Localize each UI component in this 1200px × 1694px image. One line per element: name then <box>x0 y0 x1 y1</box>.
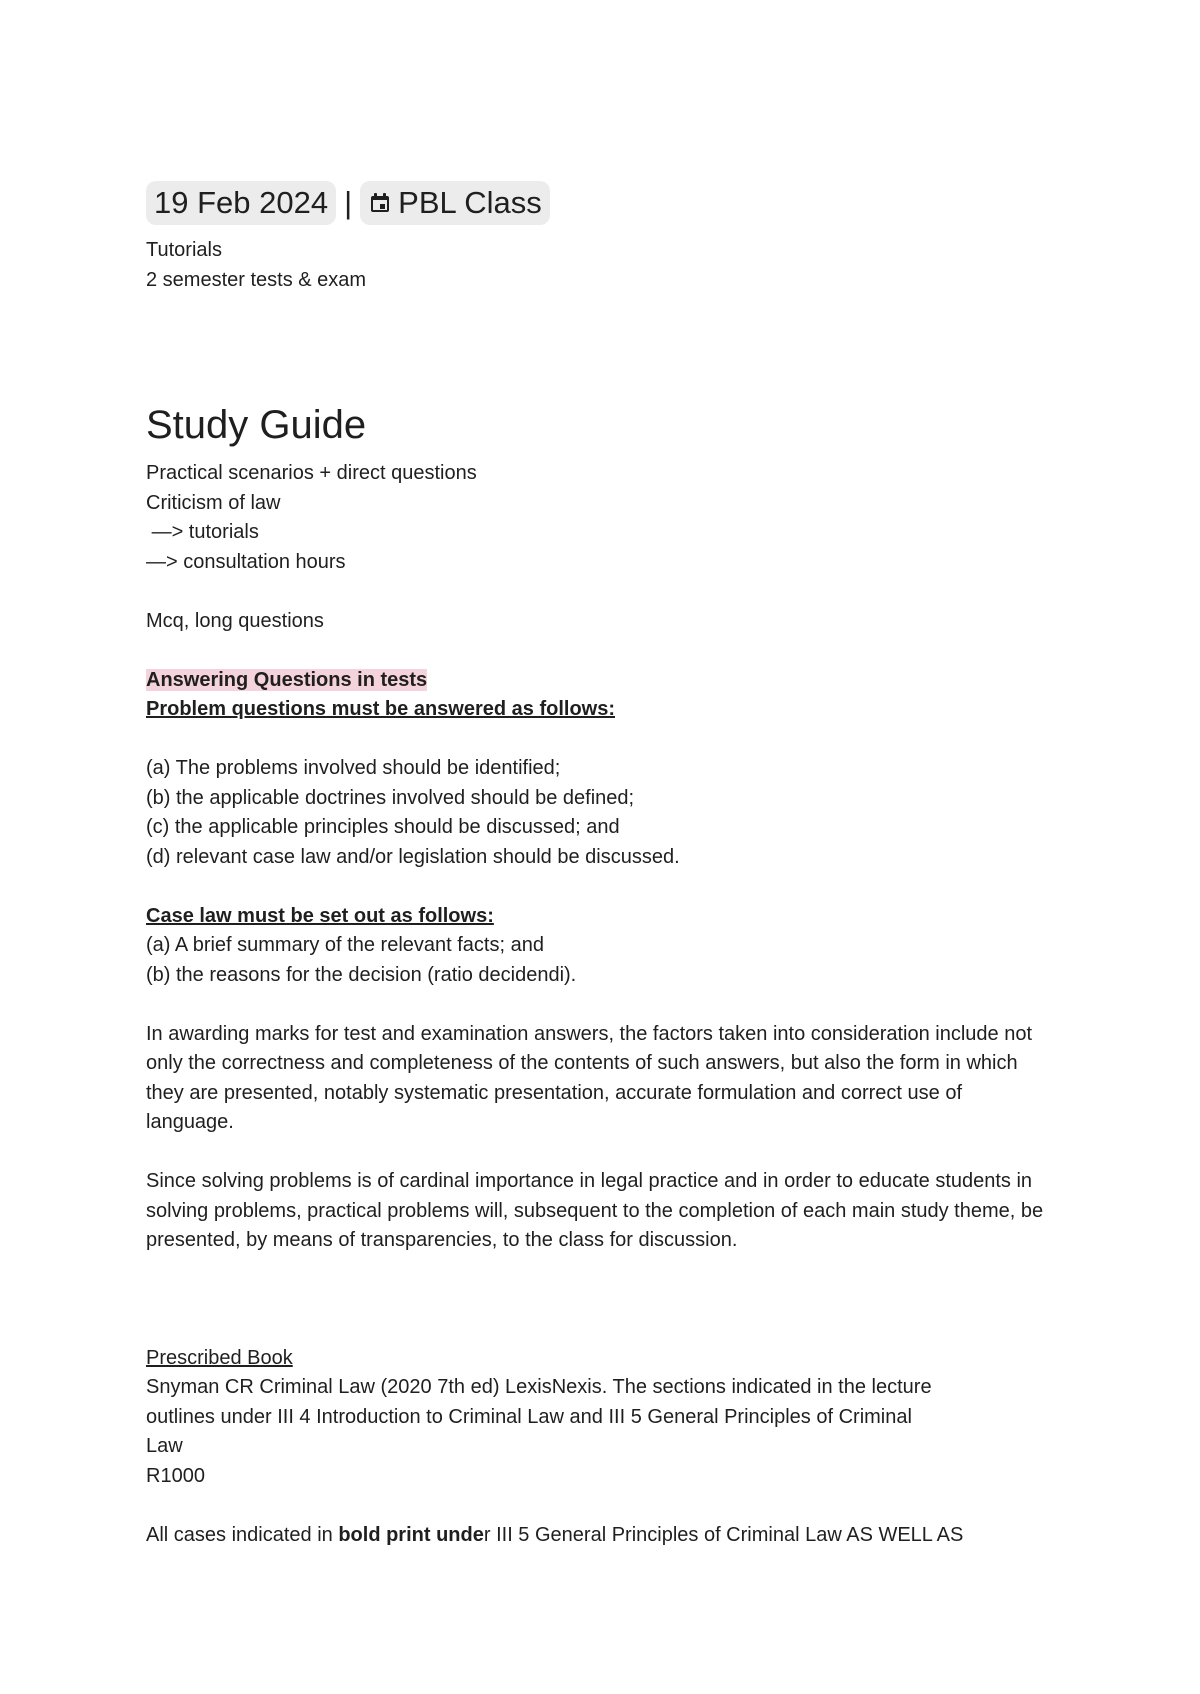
answering-item: (d) relevant case law and/or legislation should be discussed. <box>146 845 680 868</box>
case-law-item: (a) A brief summary of the relevant facts; and <box>146 934 544 956</box>
cases-text-pre: All cases indicated in <box>146 1523 339 1546</box>
answering-item: (a) The problems involved should be identified; <box>146 757 561 779</box>
study-guide-line: —> consultation hours <box>146 550 346 573</box>
study-guide-line: Mcq, long questions <box>146 609 324 632</box>
case-law-heading: Case law must be set out as follows: <box>146 904 494 927</box>
intro-line-tutorials: Tutorials <box>146 239 222 261</box>
prescribed-book-heading: Prescribed Book <box>146 1346 293 1369</box>
header-separator: | <box>344 185 353 220</box>
event-chip-label: PBL Class <box>398 185 542 220</box>
book-price: R1000 <box>146 1464 205 1487</box>
answering-subheading: Problem questions must be answered as follows: <box>146 698 615 720</box>
answering-item: (c) the applicable principles should be discussed; and <box>146 816 620 838</box>
case-law-item: (b) the reasons for the decision (ratio decidendi). <box>146 963 577 986</box>
book-line: outlines under III 4 Introduction to Criminal Law and III 5 General Principles of Criminal <box>146 1405 912 1428</box>
date-chip[interactable] <box>146 181 336 225</box>
study-guide-line: —> tutorials <box>146 521 259 543</box>
document-page <box>146 180 1066 1550</box>
study-guide-line: Practical scenarios + direct questions <box>146 462 477 484</box>
header-row <box>146 180 1066 226</box>
calendar-icon <box>368 191 392 215</box>
event-chip[interactable] <box>360 181 550 225</box>
cases-text-bold: bold print unde <box>338 1523 484 1546</box>
cases-text-post: r III 5 General Principles of Criminal Law AS WELL AS <box>483 1523 964 1546</box>
study-guide-line: Criticism of law <box>146 491 281 514</box>
book-line: Snyman CR Criminal Law (2020 7th ed) LexisNexis. The sections indicated in the lecture <box>146 1376 932 1398</box>
intro-line-tests: 2 semester tests & exam <box>146 268 367 291</box>
book-line: Law <box>146 1435 183 1457</box>
problems-paragraph: Since solving problems is of cardinal importance in legal practice and in order to educate students in solving problems, practical problems will, subsequent to the completion of each main study theme, be presented, by means of transparencies, to the class for discussion. <box>146 1170 1049 1251</box>
date-chip-label: 19 Feb 2024 <box>154 185 329 220</box>
study-guide-heading: Study Guide <box>146 403 367 447</box>
cases-line <box>146 1521 1066 1551</box>
answering-heading: Answering Questions in tests <box>146 668 428 691</box>
marks-paragraph: In awarding marks for test and examination answers, the factors taken into consideration include not only the correctness and completeness of the contents of such answers, but also the form in which they are presented, notably systematic presentation, accurate formulation and correct use of language. <box>146 1022 1038 1133</box>
answering-item: (b) the applicable doctrines involved should be defined; <box>146 786 635 809</box>
